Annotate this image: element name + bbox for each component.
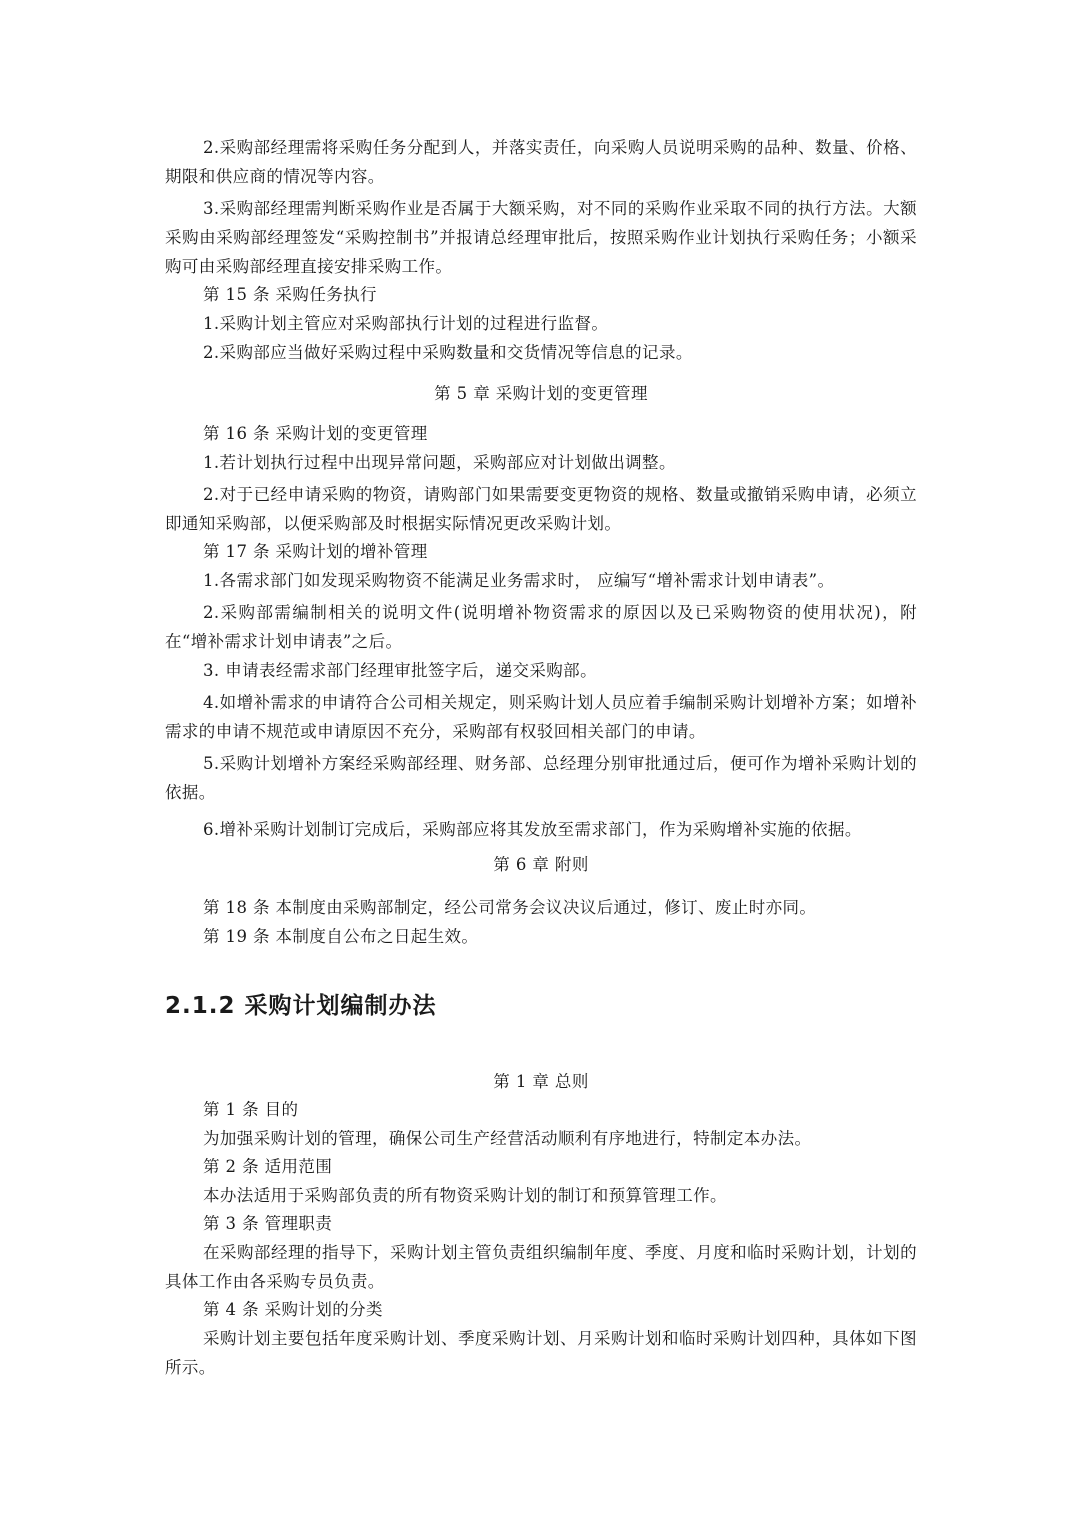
article-heading: 第 1 条 目的 [203, 1100, 299, 1119]
article-heading: 第 4 条 采购计划的分类 [203, 1300, 383, 1319]
article-heading: 第 15 条 采购任务执行 [203, 285, 377, 304]
paragraph: 3.采购部经理需判断采购作业是否属于大额采购，对不同的采购作业采取不同的执行方法。大额采购由采购部经理签发“采购控制书”并报请总经理审批后，按照采购作业计划执行采购任务；小额采购可由采购部经理直接安排采购工作。 [165, 199, 917, 276]
paragraph: 5.采购计划增补方案经采购部经理、财务部、总经理分别审批通过后，便可作为增补采购计划的依据。 [165, 754, 917, 802]
chapter-title: 第 1 章 总则 [493, 1072, 589, 1091]
paragraph: 6.增补采购计划制订完成后，采购部应将其发放至需求部门，作为采购增补实施的依据。 [203, 820, 862, 839]
article-heading: 第 2 条 适用范围 [203, 1157, 333, 1176]
chapter-title: 第 6 章 附则 [493, 855, 589, 874]
document-body [165, 133, 917, 1382]
paragraph: 2.采购部需编制相关的说明文件(说明增补物资需求的原因以及已采购物资的使用状况)，附在“增补需求计划申请表”之后。 [165, 603, 917, 651]
paragraph: 4.如增补需求的申请符合公司相关规定，则采购计划人员应着手编制采购计划增补方案；如增补需求的申请不规范或申请原因不充分，采购部有权驳回相关部门的申请。 [165, 693, 917, 741]
paragraph: 第 19 条 本制度自公布之日起生效。 [203, 927, 479, 946]
paragraph: 第 18 条 本制度由采购部制定，经公司常务会议决议后通过，修订、废止时亦同。 [203, 898, 817, 917]
article-heading: 第 3 条 管理职责 [203, 1214, 333, 1233]
paragraph: 在采购部经理的指导下，采购计划主管负责组织编制年度、季度、月度和临时采购计划，计划的具体工作由各采购专员负责。 [165, 1243, 917, 1291]
article-heading: 第 16 条 采购计划的变更管理 [203, 424, 428, 443]
paragraph: 2.对于已经申请采购的物资，请购部门如果需要变更物资的规格、数量或撤销采购申请，必须立即通知采购部，以便采购部及时根据实际情况更改采购计划。 [165, 485, 917, 533]
paragraph: 1.各需求部门如发现采购物资不能满足业务需求时， 应编写“增补需求计划申请表”。 [203, 571, 835, 590]
paragraph: 2.采购部经理需将采购任务分配到人，并落实责任，向采购人员说明采购的品种、数量、价格、期限和供应商的情况等内容。 [165, 138, 917, 186]
section-heading: 2.1.2 采购计划编制办法 [165, 993, 437, 1019]
paragraph: 本办法适用于采购部负责的所有物资采购计划的制订和预算管理工作。 [203, 1186, 727, 1205]
paragraph: 2.采购部应当做好采购过程中采购数量和交货情况等信息的记录。 [203, 343, 693, 362]
article-heading: 第 17 条 采购计划的增补管理 [203, 542, 428, 561]
chapter-title: 第 5 章 采购计划的变更管理 [434, 384, 648, 403]
paragraph: 采购计划主要包括年度采购计划、季度采购计划、月采购计划和临时采购计划四种，具体如下图所示。 [165, 1329, 917, 1377]
paragraph: 1.采购计划主管应对采购部执行计划的过程进行监督。 [203, 314, 609, 333]
paragraph: 为加强采购计划的管理，确保公司生产经营活动顺利有序地进行，特制定本办法。 [203, 1129, 812, 1148]
paragraph: 3. 申请表经需求部门经理审批签字后，递交采购部。 [203, 661, 597, 680]
paragraph: 1.若计划执行过程中出现异常问题，采购部应对计划做出调整。 [203, 453, 676, 472]
